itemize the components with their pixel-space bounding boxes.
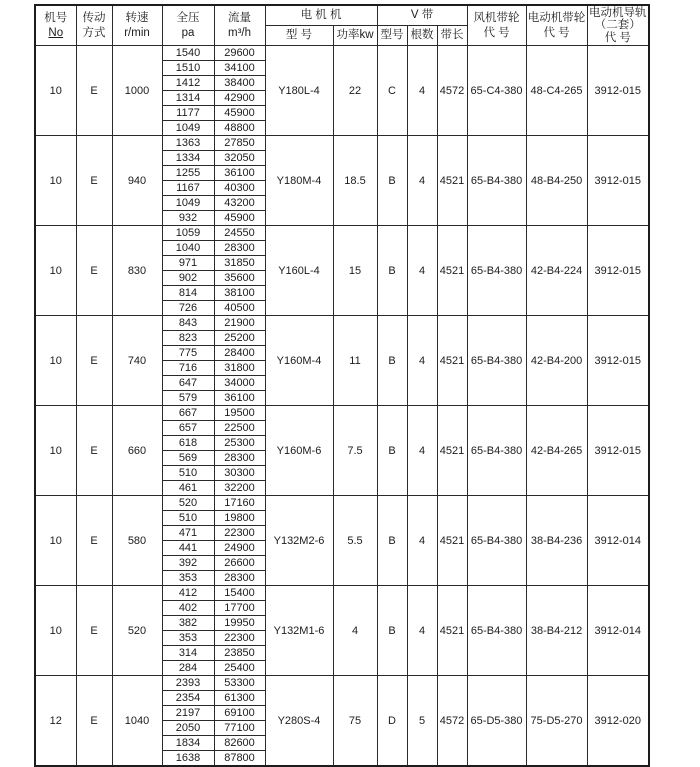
cell-rail-code: 3912-020 xyxy=(587,676,649,767)
header-belt-length: 带长 xyxy=(437,26,467,46)
cell-motor-power: 5.5 xyxy=(333,496,377,586)
cell-fan-pulley-code: 65-B4-380 xyxy=(467,136,526,226)
cell-flow: 24550 xyxy=(214,226,265,241)
cell-fan-pulley-code: 65-B4-380 xyxy=(467,226,526,316)
cell-flow: 22500 xyxy=(214,421,265,436)
cell-pressure: 1334 xyxy=(162,151,214,166)
cell-motor-pulley-code: 38-B4-236 xyxy=(526,496,587,586)
table-row-group5 xyxy=(35,406,649,421)
cell-flow: 25300 xyxy=(214,436,265,451)
cell-belt-type: B xyxy=(377,316,407,406)
cell-flow: 19950 xyxy=(214,616,265,631)
cell-pressure: 657 xyxy=(162,421,214,436)
cell-drive-mode: E xyxy=(76,226,112,316)
cell-pressure: 1059 xyxy=(162,226,214,241)
cell-belt-count: 5 xyxy=(407,676,437,767)
cell-pressure: 1255 xyxy=(162,166,214,181)
cell-drive-mode: E xyxy=(76,496,112,586)
cell-flow: 22300 xyxy=(214,631,265,646)
cell-pressure: 1412 xyxy=(162,76,214,91)
cell-flow: 31850 xyxy=(214,256,265,271)
cell-belt-type: B xyxy=(377,586,407,676)
cell-flow: 35600 xyxy=(214,271,265,286)
cell-flow: 19800 xyxy=(214,511,265,526)
cell-speed: 940 xyxy=(112,136,162,226)
header-belt-count: 根数 xyxy=(407,26,437,46)
cell-drive-mode: E xyxy=(76,406,112,496)
header-pressure: 全压 pa xyxy=(162,5,214,46)
header-fan-pulley: 风机带轮 代 号 xyxy=(467,5,526,46)
cell-flow: 42900 xyxy=(214,91,265,106)
cell-flow: 21900 xyxy=(214,316,265,331)
cell-flow: 28400 xyxy=(214,346,265,361)
cell-motor-power: 15 xyxy=(333,226,377,316)
cell-belt-count: 4 xyxy=(407,316,437,406)
cell-rail-code: 3912-015 xyxy=(587,226,649,316)
cell-machine-no: 10 xyxy=(35,226,76,316)
table-row-group1 xyxy=(35,46,649,61)
cell-flow: 19500 xyxy=(214,406,265,421)
cell-pressure: 932 xyxy=(162,211,214,226)
cell-pressure: 814 xyxy=(162,286,214,301)
header-motor-group: 电 机 机 xyxy=(265,5,377,26)
cell-flow: 43200 xyxy=(214,196,265,211)
cell-pressure: 971 xyxy=(162,256,214,271)
cell-pressure: 520 xyxy=(162,496,214,511)
cell-flow: 25400 xyxy=(214,661,265,676)
cell-pressure: 402 xyxy=(162,601,214,616)
cell-pressure: 353 xyxy=(162,571,214,586)
cell-pressure: 579 xyxy=(162,391,214,406)
cell-motor-pulley-code: 38-B4-212 xyxy=(526,586,587,676)
cell-machine-no: 10 xyxy=(35,586,76,676)
header-drive: 传动 方式 xyxy=(76,5,112,46)
cell-motor-power: 11 xyxy=(333,316,377,406)
cell-flow: 40300 xyxy=(214,181,265,196)
cell-pressure: 353 xyxy=(162,631,214,646)
cell-speed: 1000 xyxy=(112,46,162,136)
cell-pressure: 775 xyxy=(162,346,214,361)
cell-flow: 45900 xyxy=(214,106,265,121)
cell-flow: 30300 xyxy=(214,466,265,481)
cell-motor-model: Y280S-4 xyxy=(265,676,333,767)
cell-flow: 87800 xyxy=(214,751,265,767)
cell-rail-code: 3912-015 xyxy=(587,46,649,136)
cell-pressure: 510 xyxy=(162,511,214,526)
cell-motor-power: 75 xyxy=(333,676,377,767)
table-row-group2 xyxy=(35,136,649,151)
cell-flow: 28300 xyxy=(214,241,265,256)
cell-belt-type: B xyxy=(377,406,407,496)
cell-fan-pulley-code: 65-C4-380 xyxy=(467,46,526,136)
header-motor-power: 功率kw xyxy=(333,26,377,46)
cell-motor-model: Y180M-4 xyxy=(265,136,333,226)
cell-flow: 29600 xyxy=(214,46,265,61)
cell-pressure: 471 xyxy=(162,526,214,541)
header-motor-rail: 电动机导轨 （二套） 代 号 xyxy=(587,5,649,46)
cell-pressure: 1314 xyxy=(162,91,214,106)
cell-pressure: 1363 xyxy=(162,136,214,151)
table-row-group7 xyxy=(35,586,649,601)
cell-motor-pulley-code: 75-D5-270 xyxy=(526,676,587,767)
cell-speed: 740 xyxy=(112,316,162,406)
cell-belt-type: B xyxy=(377,496,407,586)
cell-motor-model: Y160L-4 xyxy=(265,226,333,316)
cell-belt-count: 4 xyxy=(407,226,437,316)
table-header xyxy=(35,5,649,46)
cell-flow: 28300 xyxy=(214,571,265,586)
cell-pressure: 618 xyxy=(162,436,214,451)
cell-motor-pulley-code: 48-C4-265 xyxy=(526,46,587,136)
cell-pressure: 2197 xyxy=(162,706,214,721)
header-motor-pulley: 电动机带轮 代 号 xyxy=(526,5,587,46)
header-motor-model: 型 号 xyxy=(265,26,333,46)
cell-belt-count: 4 xyxy=(407,136,437,226)
cell-drive-mode: E xyxy=(76,316,112,406)
cell-motor-pulley-code: 42-B4-224 xyxy=(526,226,587,316)
cell-rail-code: 3912-015 xyxy=(587,136,649,226)
cell-rail-code: 3912-014 xyxy=(587,496,649,586)
cell-flow: 27850 xyxy=(214,136,265,151)
cell-pressure: 412 xyxy=(162,586,214,601)
cell-machine-no: 10 xyxy=(35,496,76,586)
cell-pressure: 1167 xyxy=(162,181,214,196)
cell-pressure: 726 xyxy=(162,301,214,316)
cell-flow: 23850 xyxy=(214,646,265,661)
header-vbelt-group: V 带 xyxy=(377,5,467,26)
cell-speed: 520 xyxy=(112,586,162,676)
header-no: 机号 No xyxy=(35,5,76,46)
cell-belt-type: C xyxy=(377,46,407,136)
cell-flow: 22300 xyxy=(214,526,265,541)
cell-flow: 77100 xyxy=(214,721,265,736)
cell-pressure: 843 xyxy=(162,316,214,331)
cell-pressure: 1510 xyxy=(162,61,214,76)
cell-motor-power: 7.5 xyxy=(333,406,377,496)
cell-flow: 24900 xyxy=(214,541,265,556)
table-row-group4 xyxy=(35,316,649,331)
header-flow: 流量 m³/h xyxy=(214,5,265,46)
cell-motor-power: 4 xyxy=(333,586,377,676)
cell-pressure: 716 xyxy=(162,361,214,376)
cell-flow: 17700 xyxy=(214,601,265,616)
cell-belt-length: 4521 xyxy=(437,406,467,496)
cell-belt-type: D xyxy=(377,676,407,767)
cell-drive-mode: E xyxy=(76,46,112,136)
cell-pressure: 392 xyxy=(162,556,214,571)
cell-pressure: 823 xyxy=(162,331,214,346)
cell-pressure: 647 xyxy=(162,376,214,391)
cell-flow: 32050 xyxy=(214,151,265,166)
cell-flow: 31800 xyxy=(214,361,265,376)
cell-belt-length: 4521 xyxy=(437,136,467,226)
cell-speed: 830 xyxy=(112,226,162,316)
cell-flow: 45900 xyxy=(214,211,265,226)
cell-pressure: 569 xyxy=(162,451,214,466)
cell-pressure: 441 xyxy=(162,541,214,556)
cell-pressure: 314 xyxy=(162,646,214,661)
cell-flow: 15400 xyxy=(214,586,265,601)
cell-flow: 38100 xyxy=(214,286,265,301)
cell-drive-mode: E xyxy=(76,586,112,676)
cell-fan-pulley-code: 65-B4-380 xyxy=(467,496,526,586)
cell-rail-code: 3912-015 xyxy=(587,406,649,496)
cell-pressure: 667 xyxy=(162,406,214,421)
cell-flow: 69100 xyxy=(214,706,265,721)
cell-motor-model: Y132M2-6 xyxy=(265,496,333,586)
cell-machine-no: 12 xyxy=(35,676,76,767)
cell-motor-model: Y160M-6 xyxy=(265,406,333,496)
cell-belt-count: 4 xyxy=(407,46,437,136)
cell-fan-pulley-code: 65-B4-380 xyxy=(467,586,526,676)
cell-motor-model: Y160M-4 xyxy=(265,316,333,406)
cell-pressure: 1049 xyxy=(162,196,214,211)
cell-pressure: 1834 xyxy=(162,736,214,751)
cell-belt-length: 4521 xyxy=(437,226,467,316)
cell-flow: 36100 xyxy=(214,391,265,406)
cell-fan-pulley-code: 65-B4-380 xyxy=(467,406,526,496)
spec-table xyxy=(34,4,650,767)
cell-rail-code: 3912-014 xyxy=(587,586,649,676)
cell-pressure: 1177 xyxy=(162,106,214,121)
cell-pressure: 1638 xyxy=(162,751,214,767)
cell-machine-no: 10 xyxy=(35,136,76,226)
cell-pressure: 902 xyxy=(162,271,214,286)
cell-pressure: 461 xyxy=(162,481,214,496)
cell-pressure: 2354 xyxy=(162,691,214,706)
cell-flow: 40500 xyxy=(214,301,265,316)
cell-belt-count: 4 xyxy=(407,406,437,496)
table-row-group6 xyxy=(35,496,649,511)
cell-motor-power: 18.5 xyxy=(333,136,377,226)
cell-belt-length: 4521 xyxy=(437,496,467,586)
cell-flow: 32200 xyxy=(214,481,265,496)
table-row-group8 xyxy=(35,676,649,691)
cell-speed: 580 xyxy=(112,496,162,586)
cell-machine-no: 10 xyxy=(35,316,76,406)
cell-speed: 660 xyxy=(112,406,162,496)
cell-machine-no: 10 xyxy=(35,46,76,136)
cell-belt-length: 4521 xyxy=(437,316,467,406)
cell-flow: 53300 xyxy=(214,676,265,691)
cell-fan-pulley-code: 65-B4-380 xyxy=(467,316,526,406)
cell-belt-type: B xyxy=(377,136,407,226)
cell-flow: 61300 xyxy=(214,691,265,706)
cell-flow: 38400 xyxy=(214,76,265,91)
cell-fan-pulley-code: 65-D5-380 xyxy=(467,676,526,767)
table-row-group3 xyxy=(35,226,649,241)
cell-flow: 28300 xyxy=(214,451,265,466)
cell-motor-power: 22 xyxy=(333,46,377,136)
cell-pressure: 2393 xyxy=(162,676,214,691)
cell-motor-pulley-code: 42-B4-265 xyxy=(526,406,587,496)
cell-pressure: 1040 xyxy=(162,241,214,256)
cell-speed: 1040 xyxy=(112,676,162,767)
cell-flow: 34000 xyxy=(214,376,265,391)
cell-flow: 17160 xyxy=(214,496,265,511)
cell-motor-model: Y180L-4 xyxy=(265,46,333,136)
cell-pressure: 1049 xyxy=(162,121,214,136)
cell-flow: 82600 xyxy=(214,736,265,751)
table-body xyxy=(35,46,649,767)
cell-belt-length: 4521 xyxy=(437,586,467,676)
header-speed: 转速 r/min xyxy=(112,5,162,46)
cell-rail-code: 3912-015 xyxy=(587,316,649,406)
cell-pressure: 510 xyxy=(162,466,214,481)
cell-belt-type: B xyxy=(377,226,407,316)
cell-flow: 36100 xyxy=(214,166,265,181)
cell-flow: 34100 xyxy=(214,61,265,76)
cell-pressure: 382 xyxy=(162,616,214,631)
header-belt-type: 型号 xyxy=(377,26,407,46)
cell-flow: 26600 xyxy=(214,556,265,571)
cell-flow: 48800 xyxy=(214,121,265,136)
cell-drive-mode: E xyxy=(76,676,112,767)
cell-motor-model: Y132M1-6 xyxy=(265,586,333,676)
cell-pressure: 284 xyxy=(162,661,214,676)
cell-belt-length: 4572 xyxy=(437,676,467,767)
cell-belt-length: 4572 xyxy=(437,46,467,136)
cell-belt-count: 4 xyxy=(407,586,437,676)
cell-motor-pulley-code: 48-B4-250 xyxy=(526,136,587,226)
cell-pressure: 2050 xyxy=(162,721,214,736)
cell-pressure: 1540 xyxy=(162,46,214,61)
cell-drive-mode: E xyxy=(76,136,112,226)
cell-motor-pulley-code: 42-B4-200 xyxy=(526,316,587,406)
cell-belt-count: 4 xyxy=(407,496,437,586)
cell-flow: 25200 xyxy=(214,331,265,346)
cell-machine-no: 10 xyxy=(35,406,76,496)
